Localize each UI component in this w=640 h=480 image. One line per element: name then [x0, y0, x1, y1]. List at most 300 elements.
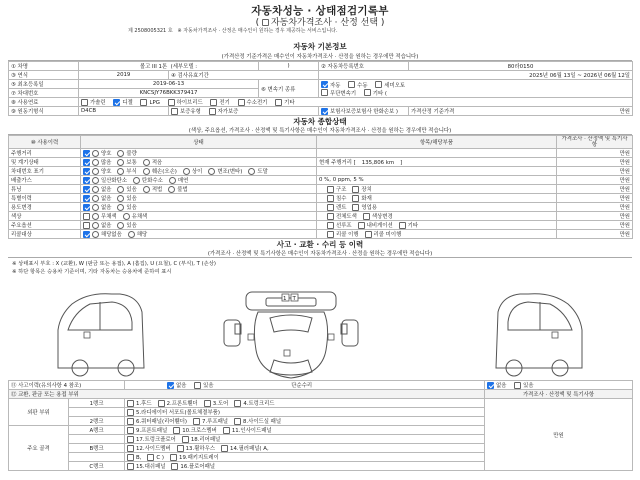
warranty-opt-type[interactable]: [171, 107, 201, 115]
item-checkbox[interactable]: [352, 195, 359, 202]
row-check-checkbox[interactable]: [83, 195, 90, 202]
trans-semi-label: 세미오토: [384, 82, 406, 89]
marker-box-3: [284, 350, 290, 356]
state-option[interactable]: [117, 167, 136, 175]
state-radio[interactable]: [92, 150, 99, 157]
car-name-text: 볼고 III 1톤: [139, 64, 168, 70]
trans-opt-auto[interactable]: [321, 81, 340, 89]
fuel-diesel-label: 디젤: [122, 100, 133, 106]
fuel-opt-diesel[interactable]: [113, 98, 132, 106]
exchange-price-col: 가격조사 · 산정액 및 특기사항: [485, 390, 633, 399]
state-radio[interactable]: [143, 186, 150, 193]
item-option-label: 내비게이션: [366, 223, 393, 229]
trans-opt-manual[interactable]: [348, 81, 367, 89]
state-option-label: 없음: [101, 205, 112, 211]
overall-row-state: [81, 194, 317, 203]
state-radio[interactable]: [133, 177, 140, 184]
overall-row-state: [81, 185, 317, 194]
state-option[interactable]: [208, 167, 242, 175]
overall-row-state: [81, 221, 317, 230]
item-option[interactable]: [399, 221, 418, 229]
state-radio[interactable]: [183, 168, 190, 175]
part-checkbox[interactable]: [127, 463, 134, 470]
trans-opt-cvt[interactable]: [321, 89, 356, 97]
fuel-opt-other[interactable]: [275, 98, 294, 106]
overall-row-price: 만원: [557, 167, 633, 176]
state-option[interactable]: [92, 212, 117, 220]
repair-yes-checkbox[interactable]: [514, 382, 521, 389]
rank-label: [69, 408, 125, 417]
part-label: 14.필러패널( A,: [230, 446, 269, 452]
history-yes-checkbox[interactable]: [194, 382, 201, 389]
overall-row: [9, 149, 633, 158]
rank-rows: [9, 399, 633, 471]
item-option[interactable]: [327, 221, 352, 229]
state-option[interactable]: [143, 167, 177, 175]
part-checkbox[interactable]: [158, 400, 165, 407]
part-checkbox[interactable]: [234, 418, 241, 425]
part-option[interactable]: [127, 417, 187, 425]
state-option[interactable]: [117, 194, 136, 202]
item-option-label: 색상변경: [371, 214, 393, 220]
state-radio[interactable]: [92, 222, 99, 229]
item-checkbox[interactable]: [399, 222, 406, 229]
overall-row-label: 특별이력: [9, 194, 81, 203]
state-option[interactable]: [117, 221, 136, 229]
state-option[interactable]: [92, 149, 111, 157]
fuel-lpg-checkbox[interactable]: [140, 99, 147, 106]
state-option-label: 있음: [126, 205, 137, 211]
row-check-checkbox[interactable]: [83, 177, 90, 184]
overall-row-item: [317, 167, 557, 176]
history-none-checkbox[interactable]: [167, 382, 174, 389]
overall-row-label: 배출가스: [9, 176, 81, 185]
part-checkbox[interactable]: [173, 427, 180, 434]
warranty-self-label: 자가보증: [217, 109, 239, 115]
plate-label: ② 자동차등록번호: [319, 62, 409, 71]
part-option[interactable]: [173, 426, 217, 434]
item-checkbox[interactable]: [352, 204, 359, 211]
fuel-options: [79, 98, 633, 107]
part-checkbox[interactable]: [127, 418, 134, 425]
part-option[interactable]: [204, 399, 229, 407]
engine-value: D4CB: [79, 107, 169, 116]
state-radio[interactable]: [248, 168, 255, 175]
item-checkbox[interactable]: [365, 231, 372, 238]
item-option-label: 리콜 미이행: [373, 232, 402, 238]
fuel-hydrogen-checkbox[interactable]: [238, 99, 245, 106]
item-checkbox[interactable]: [327, 186, 334, 193]
fuel-hydrogen-label: 수소전기: [246, 100, 268, 106]
part-option[interactable]: [221, 444, 269, 452]
item-checkbox[interactable]: [352, 186, 359, 193]
first-reg-value: 2019-06-13: [79, 80, 259, 89]
state-option[interactable]: [92, 221, 111, 229]
overall-table: [8, 135, 633, 239]
state-option[interactable]: [169, 176, 188, 184]
state-radio[interactable]: [128, 231, 135, 238]
car-name-label: ① 차명: [9, 62, 79, 71]
state-option[interactable]: [133, 176, 163, 184]
page-title: 자동차성능 · 상태점검기록부: [251, 5, 389, 17]
part-option[interactable]: [127, 426, 167, 434]
state-option-label: 해당없음: [101, 232, 122, 238]
part-checkbox[interactable]: [127, 436, 134, 443]
state-radio[interactable]: [92, 231, 99, 238]
part-option[interactable]: [182, 435, 220, 443]
main-frame-group: 주요 골격: [9, 426, 69, 471]
legend-symbols: ※ 상태표시 부호 : X (교환), W (판금 또는 용접), A (흠집), U (요철), C (부식), T (손상): [12, 261, 216, 267]
state-radio[interactable]: [123, 213, 130, 220]
item-checkbox[interactable]: [327, 195, 334, 202]
part-label: 15.대쉬패널: [136, 464, 166, 470]
odometer-value: 135,806 km: [361, 160, 395, 166]
trans-auto-label: 자동: [330, 82, 341, 89]
history-opt-yes[interactable]: [194, 381, 213, 389]
rank-label: C랭크: [69, 462, 125, 471]
part-label: 13.휠하우스: [185, 446, 216, 452]
trans-auto-checkbox[interactable]: [321, 81, 328, 88]
part-checkbox[interactable]: [147, 454, 154, 461]
item-checkbox[interactable]: [327, 204, 334, 211]
row-check-checkbox[interactable]: [83, 213, 90, 220]
trans-manual-checkbox[interactable]: [348, 81, 355, 88]
basic-section-note: (가격산정 기준가격은 매수인이 자동차가격조사 · 산정을 원하는 경우에만 적습니다): [8, 52, 632, 61]
state-radio[interactable]: [117, 186, 124, 193]
item-option-label: 영업용: [361, 205, 378, 211]
price-label: 가격산정 기준가격: [411, 109, 455, 115]
overall-row-price: 만원: [557, 176, 633, 185]
overall-row-label: 튜닝: [9, 185, 81, 194]
warranty-self-checkbox[interactable]: [209, 108, 216, 115]
marker-label-2: T: [292, 296, 296, 302]
trans-opt-semi[interactable]: [375, 81, 405, 89]
state-radio[interactable]: [143, 168, 150, 175]
repair-opt-none[interactable]: [487, 381, 506, 389]
state-radio[interactable]: [117, 222, 124, 229]
overall-row-item: [317, 149, 557, 158]
history-opt-none[interactable]: [167, 381, 186, 389]
part-option[interactable]: [177, 444, 215, 452]
state-option[interactable]: [123, 212, 148, 220]
state-radio[interactable]: [92, 177, 99, 184]
col-usage: ⑩ 사용이력: [9, 136, 81, 149]
warranty-opt-self[interactable]: [209, 107, 239, 115]
trans-opt-other[interactable]: [364, 89, 387, 97]
price-cell: [409, 107, 633, 116]
rank-label: 1랭크: [69, 399, 125, 408]
part-option[interactable]: [223, 426, 272, 434]
fuel-electric-checkbox[interactable]: [210, 99, 217, 106]
rank-label: A랭크: [69, 426, 125, 435]
state-option-label: 없음: [101, 187, 112, 193]
state-option[interactable]: [92, 167, 111, 175]
state-option[interactable]: [117, 185, 136, 193]
row-check-checkbox[interactable]: [83, 168, 90, 175]
fuel-gasoline-checkbox[interactable]: [81, 99, 88, 106]
state-option[interactable]: [143, 185, 162, 193]
item-option[interactable]: [352, 203, 377, 211]
part-label: 7.루프패널: [202, 419, 228, 425]
overall-row-price: 만원: [557, 185, 633, 194]
col-item: 항목/해당부품: [317, 136, 557, 149]
state-option-label: 일산화탄소: [101, 178, 128, 184]
item-option[interactable]: [327, 212, 357, 220]
part-checkbox[interactable]: [177, 445, 184, 452]
part-option[interactable]: [127, 408, 220, 416]
state-radio[interactable]: [92, 159, 99, 166]
rank-row: [9, 399, 633, 408]
col-price: 가격조사 · 산정액 및 특기사항: [557, 136, 633, 149]
item-option[interactable]: [363, 212, 393, 220]
overall-row: [9, 167, 633, 176]
odometer-close: ]: [400, 160, 403, 166]
overall-rows: [9, 149, 633, 239]
part-checkbox[interactable]: [193, 418, 200, 425]
legend-note: ※ 하단 항목은 승용차 기준이며, 기타 자동차는 승용차에 준하여 표시: [12, 269, 172, 275]
part-markers: [84, 294, 558, 356]
state-radio[interactable]: [169, 177, 176, 184]
part-option[interactable]: [234, 417, 281, 425]
fuel-hybrid-checkbox[interactable]: [168, 99, 175, 106]
state-radio[interactable]: [92, 195, 99, 202]
part-checkbox[interactable]: [170, 454, 177, 461]
state-radio[interactable]: [92, 168, 99, 175]
state-option[interactable]: [92, 158, 111, 166]
fuel-opt-lpg[interactable]: [140, 99, 159, 106]
part-option[interactable]: [158, 399, 198, 407]
state-option-label: 불법: [177, 187, 188, 193]
part-label: 1.후드: [136, 401, 152, 407]
part-option[interactable]: [127, 399, 152, 407]
state-option-label: 훼손(오손): [151, 169, 177, 175]
row-check-checkbox[interactable]: [83, 186, 90, 193]
part-option[interactable]: [127, 454, 141, 461]
rank-items: [125, 399, 485, 408]
item-option[interactable]: [358, 221, 393, 229]
part-option[interactable]: [127, 435, 176, 443]
item-option[interactable]: [327, 203, 346, 211]
part-label: 9.프론트패널: [136, 428, 168, 434]
state-option[interactable]: [92, 230, 122, 238]
item-option[interactable]: [365, 230, 402, 238]
part-label: C ): [156, 455, 165, 461]
overall-row: [9, 158, 633, 167]
col-state: 상태: [81, 136, 317, 149]
row-check-checkbox[interactable]: [83, 150, 90, 157]
part-checkbox[interactable]: [127, 445, 134, 452]
subtitle-text: 자동차가격조사 · 산정 선택 ): [270, 18, 385, 28]
part-option[interactable]: [147, 454, 164, 461]
item-checkbox[interactable]: [327, 213, 334, 220]
state-option[interactable]: [248, 167, 267, 175]
state-option[interactable]: [168, 185, 187, 193]
item-option[interactable]: [327, 185, 346, 193]
item-option[interactable]: [352, 185, 371, 193]
state-option-label: 양호: [101, 151, 112, 157]
row-check-checkbox[interactable]: [83, 222, 90, 229]
engine-label: ⑨ 원동기형식: [9, 107, 79, 116]
state-option[interactable]: [183, 167, 202, 175]
warranty-insurer[interactable]: [319, 107, 409, 116]
part-label: 17.트렁크플로어: [136, 437, 176, 443]
state-option[interactable]: [92, 176, 127, 184]
row-check-checkbox[interactable]: [83, 159, 90, 166]
item-option-label: 선루프: [336, 223, 352, 229]
fuel-lpg-label: LPG: [149, 100, 160, 106]
state-radio[interactable]: [143, 159, 150, 166]
accident-section-title: 사고 · 교환 · 수리 등 이력: [276, 240, 364, 249]
state-option-label: 있음: [126, 223, 137, 229]
repair-label: 단순수리: [291, 383, 313, 389]
state-option[interactable]: [117, 158, 136, 166]
warranty-type-label: 보증유형: [180, 109, 201, 115]
overall-row-item: [317, 185, 557, 194]
item-option[interactable]: [352, 194, 371, 202]
warranty-type-checkbox[interactable]: [171, 108, 178, 115]
state-radio[interactable]: [92, 213, 99, 220]
overall-row: [9, 185, 633, 194]
fuel-opt-hydrogen[interactable]: [238, 98, 268, 106]
vin-value: KNCSJY76BKK379417: [79, 89, 259, 98]
state-radio[interactable]: [168, 186, 175, 193]
accident-table: [8, 380, 633, 471]
part-checkbox[interactable]: [171, 463, 178, 470]
marker-box-4: [84, 332, 90, 338]
repair-yes-label: 있음: [523, 383, 534, 389]
state-option[interactable]: [117, 203, 136, 211]
state-option[interactable]: [92, 185, 111, 193]
overall-row-item: [317, 194, 557, 203]
item-option-label: 리콜 이행: [336, 232, 359, 238]
detail-model-label: (세부모델 :: [170, 64, 198, 70]
item-checkbox[interactable]: [327, 231, 334, 238]
rank-items: [125, 453, 485, 462]
part-option[interactable]: [170, 453, 219, 461]
fuel-opt-electric[interactable]: [210, 98, 229, 106]
overall-row-state: [81, 230, 317, 239]
state-option[interactable]: [128, 230, 147, 238]
trans-cvt-checkbox[interactable]: [321, 89, 328, 96]
basic-section-title: 자동차 기본정보: [293, 42, 347, 51]
fuel-opt-gasoline[interactable]: [81, 98, 106, 106]
state-option-label: 탄화수소: [142, 178, 163, 184]
item-checkbox[interactable]: [327, 222, 334, 229]
state-radio[interactable]: [117, 204, 124, 211]
part-checkbox[interactable]: [223, 427, 230, 434]
car-left-side-view: [58, 294, 144, 376]
price-survey-checkbox[interactable]: [262, 19, 269, 26]
item-option[interactable]: [327, 230, 359, 238]
fuel-electric-label: 전기: [219, 100, 230, 106]
part-checkbox[interactable]: [221, 445, 228, 452]
accident-section-note: (가격조사 · 산정액 및 특기사항은 매수인이 자동차가격조사 · 산정을 원하는 경우에만 적습니다): [8, 249, 632, 258]
warranty-insurer-checkbox[interactable]: [321, 108, 328, 115]
state-radio[interactable]: [117, 168, 124, 175]
state-option[interactable]: [117, 149, 136, 157]
part-option[interactable]: [127, 444, 171, 452]
part-checkbox[interactable]: [127, 427, 134, 434]
trans-other-checkbox[interactable]: [364, 89, 371, 96]
state-radio[interactable]: [117, 159, 124, 166]
state-radio[interactable]: [92, 204, 99, 211]
car-name-value: [79, 62, 259, 71]
detail-close: ): [259, 62, 319, 71]
overall-row-label: 및 계기상태: [9, 158, 81, 167]
trans-cvt-label: 무단변속기: [330, 90, 357, 97]
trans-other-label: 기타 (: [372, 90, 387, 97]
fuel-diesel-checkbox[interactable]: [113, 99, 120, 106]
part-checkbox[interactable]: [234, 400, 241, 407]
state-option-label: 많음: [101, 160, 112, 166]
history-options: [125, 381, 485, 390]
item-option-label: 장치: [361, 187, 372, 193]
part-checkbox[interactable]: [127, 454, 134, 461]
part-option[interactable]: [193, 417, 228, 425]
state-option-label: 변조(변타): [217, 169, 243, 175]
item-option[interactable]: [327, 194, 346, 202]
fuel-other-checkbox[interactable]: [275, 99, 282, 106]
fuel-hybrid-label: 하이브리드: [176, 100, 203, 106]
row-check-checkbox[interactable]: [83, 204, 90, 211]
doc-number: 제 2508005321 호: [128, 28, 173, 34]
state-option[interactable]: [92, 194, 111, 202]
part-option[interactable]: [127, 462, 165, 470]
part-checkbox[interactable]: [182, 436, 189, 443]
part-checkbox[interactable]: [127, 409, 134, 416]
overall-row: [9, 194, 633, 203]
rank-items: [125, 462, 485, 471]
state-option[interactable]: [143, 158, 162, 166]
state-radio[interactable]: [92, 186, 99, 193]
vin-label: ⑦ 차대번호: [9, 89, 79, 98]
part-checkbox[interactable]: [204, 400, 211, 407]
repair-none-label: 없음: [496, 383, 507, 389]
state-radio[interactable]: [117, 150, 124, 157]
overall-row-state: [81, 149, 317, 158]
warranty-insurer-label: 보험사보증: [330, 109, 357, 115]
item-text: 0 %, 0 ppm, 5 %: [319, 177, 364, 183]
state-option-label: 양호: [101, 169, 112, 175]
overall-row-state: [81, 167, 317, 176]
first-reg-label: ⑤ 최초등록일: [9, 80, 79, 89]
state-option[interactable]: [92, 203, 111, 211]
state-option-label: 보통: [126, 160, 137, 166]
trans-manual-label: 수동: [357, 82, 368, 89]
part-option[interactable]: [234, 399, 274, 407]
fuel-opt-hybrid[interactable]: [168, 98, 203, 106]
item-checkbox[interactable]: [363, 213, 370, 220]
repair-none-checkbox[interactable]: [487, 382, 494, 389]
marker-box-6: [248, 334, 254, 340]
marker-box-7: [328, 334, 334, 340]
rank-items: [125, 444, 485, 453]
repair-opt-yes[interactable]: [514, 381, 533, 389]
history-label: ⑪ 사고이력(유의사항 4 참조): [9, 381, 125, 390]
state-radio[interactable]: [208, 168, 215, 175]
row-check-checkbox[interactable]: [83, 231, 90, 238]
rank-label: B랭크: [69, 444, 125, 453]
overall-row: [9, 221, 633, 230]
subtitle-paren: (: [255, 18, 262, 28]
state-radio[interactable]: [117, 195, 124, 202]
trans-semi-checkbox[interactable]: [375, 81, 382, 88]
part-checkbox[interactable]: [127, 400, 134, 407]
overall-row: [9, 230, 633, 239]
inspection-value: 2025년 06월 13일 ~ 2026년 06월 12일: [319, 71, 633, 80]
item-checkbox[interactable]: [358, 222, 365, 229]
part-option[interactable]: [171, 462, 215, 470]
